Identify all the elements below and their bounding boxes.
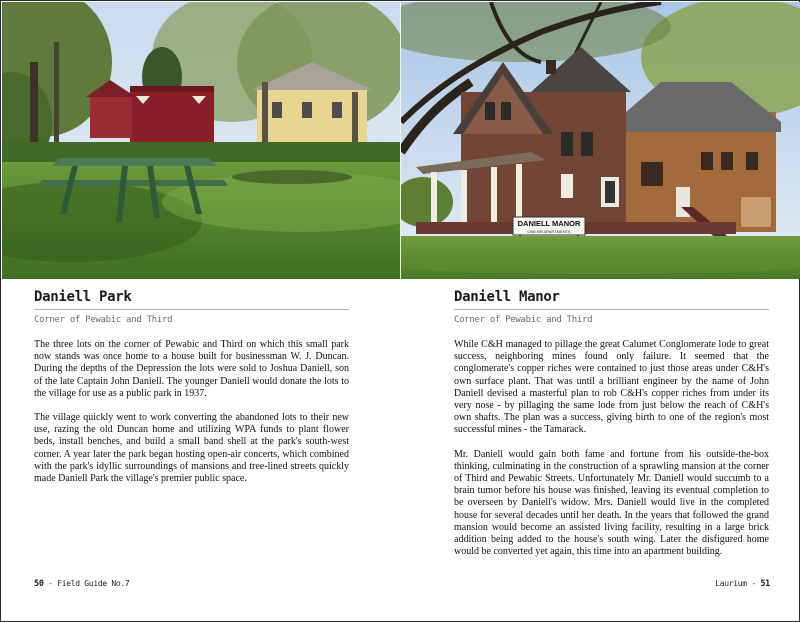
manor-photo-illustration — [401, 2, 800, 279]
location-name: Laurium - — [715, 579, 761, 588]
page-number: 51 — [760, 579, 770, 589]
publication-name: - Field Guide No.7 — [43, 579, 130, 588]
left-page — [2, 1, 401, 621]
article-body — [454, 339, 769, 570]
sign-name: DANIELL MANOR — [517, 219, 581, 228]
park-photo-illustration — [2, 2, 401, 279]
right-page — [401, 1, 800, 621]
page-title: Daniell Park — [34, 289, 132, 305]
page-footer — [34, 579, 129, 589]
location-subtitle: Corner of Pewabic and Third — [34, 315, 173, 325]
manor-photo — [401, 2, 800, 279]
sign-tagline: ONE BR APARTMENTS — [527, 229, 571, 234]
park-photo — [2, 2, 401, 279]
title-divider — [34, 309, 349, 310]
location-subtitle: Corner of Pewabic and Third — [454, 315, 593, 325]
article-body — [34, 339, 349, 497]
body-paragraph: While C&H managed to pillage the great Calumet Conglomerate lode to great success, neighboring mines found only failure. It seemed that the conglomerate's copper riches were contained to just those areas under C&H's own surface plant. That was until a brilliant engineer by the name of John Daniell devised a masterful plan to rob C&H's copper riches from under its very nose - by pillaging the same lode from just below the reach of C&H's own shafts. The plan was a success, giving birth to one of the region's most successful mines - the Tamarack. — [454, 339, 769, 436]
page-footer — [715, 579, 770, 589]
body-paragraph: The three lots on the corner of Pewabic and Third on which this small park now stands was once home to a house built for businessman W. J. Duncan. During the depths of the Depression the lots were sold to Joshua Daniell, son of the late Captain John Daniell. The younger Daniell would donate the lots to the village for use as a public park in 1937. — [34, 339, 349, 399]
page-title: Daniell Manor — [454, 289, 560, 305]
title-divider — [454, 309, 769, 310]
page-number: 50 — [34, 579, 44, 589]
body-paragraph: The village quickly went to work converting the abandoned lots to their new use, razing the old Duncan home and utilizing WPA funds to plant flower beds, install benches, and build a small band shell at the park's south-west corner. A year later the park began hosting open-air concerts, which combined with the park's idyllic surroundings of mansions and tree-lined streets quickly made Daniell Park the village's premier public space. — [34, 412, 349, 485]
body-paragraph: Mr. Daniell would gain both fame and fortune from his outside-the-box thinking, culminating in the construction of a sprawling mansion at the corner of Third and Pewabic Streets. Unfortunately Mr. Daniell would succumb to a brain tumor before his house was finished, leaving its eventual completion to be overseen by Daniell's widow. Mrs. Daniell would live in the completed house for several decades until her death. In the years that followed the grand mansion would become an assisted living facility, resulting in a large brick addition being added to the house's south wing. Later the disfigured home would be converted yet again, this time into an apartment building. — [454, 448, 769, 558]
